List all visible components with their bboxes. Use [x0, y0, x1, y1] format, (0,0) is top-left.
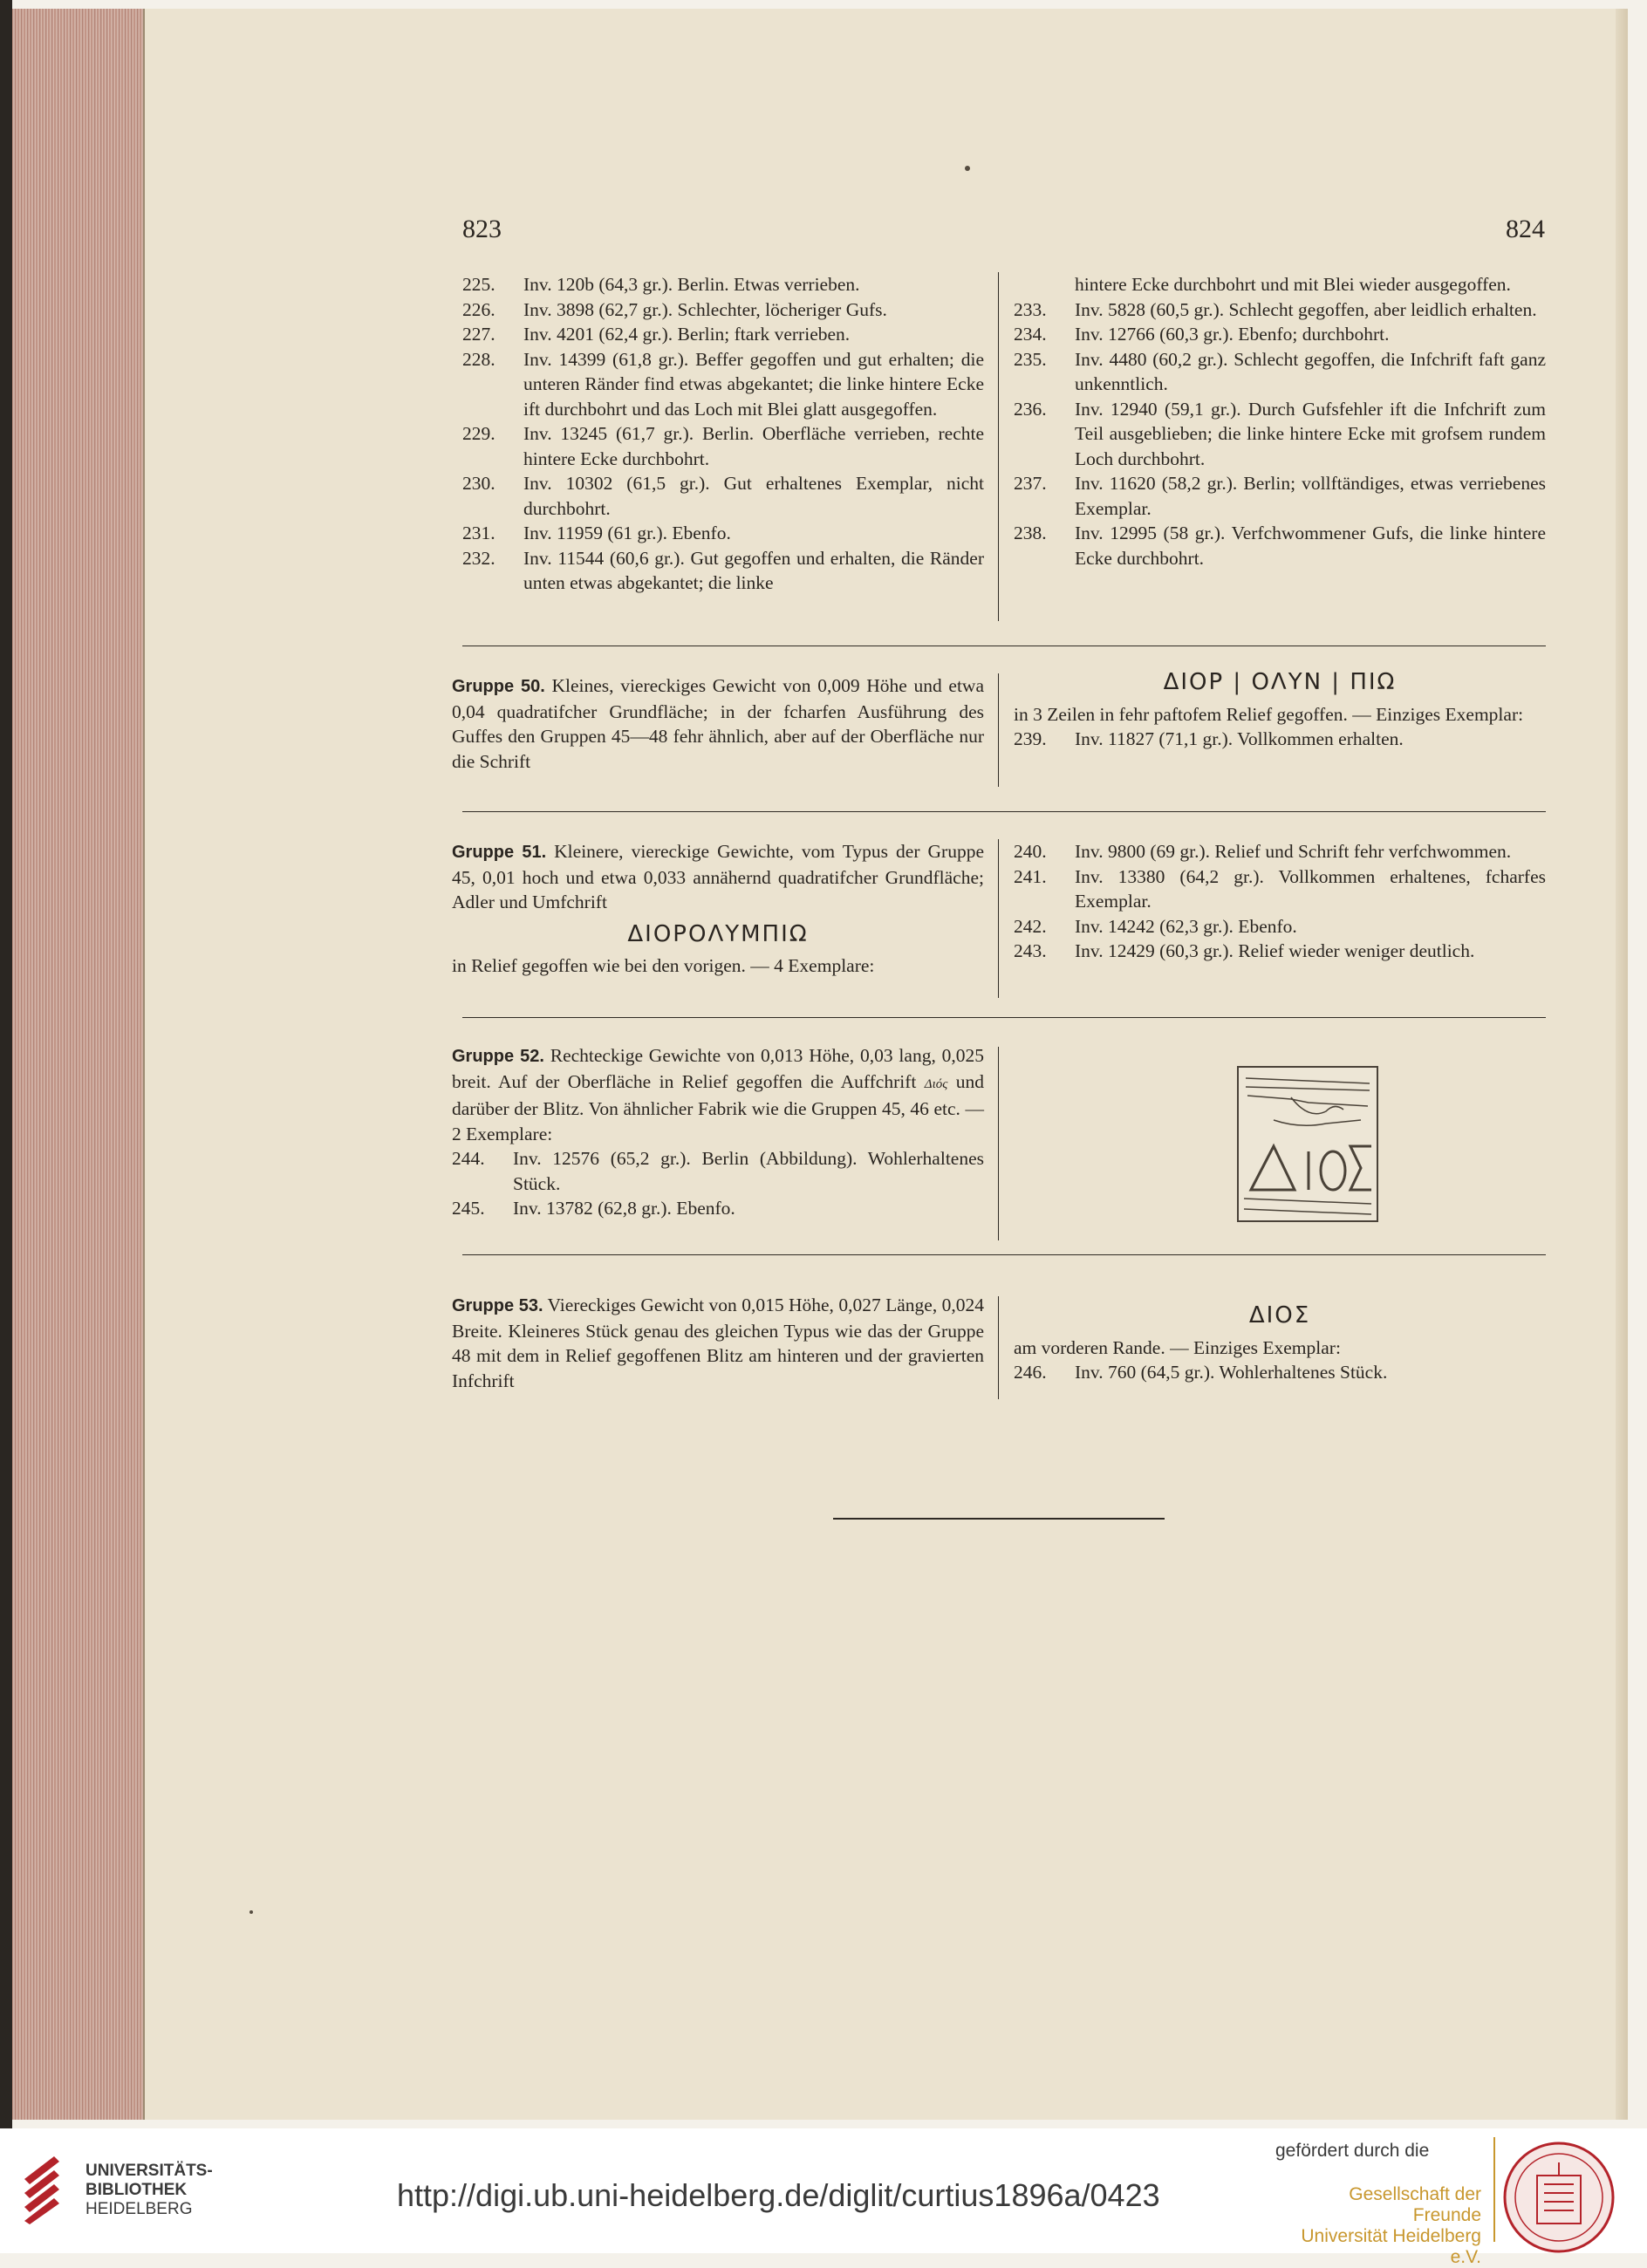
catalog-entry-continuation: hintere Ecke durchbohrt und mit Blei wieder ausgegoffen. [1075, 274, 1511, 295]
section-rule [462, 1254, 1546, 1255]
catalog-entry: 228. Inv. 14399 (61,8 gr.). Beffer gegoffen und gut erhalten; die unteren Ränder find etwas abgekantet; die linke hintere Ecke ift durchbohrt und das Loch mit Blei glatt ausgegoffen. [462, 348, 984, 420]
catalog-entry: 244. Inv. 12576 (65,2 gr.). Berlin (Abbildung). Wohlerhaltenes Stück. [452, 1148, 984, 1194]
catalog-entry: 245. Inv. 13782 (62,8 gr.). Ebenfo. [452, 1198, 735, 1219]
inline-greek: Διός [924, 1076, 948, 1091]
library-logo-icon [19, 2153, 80, 2224]
permalink-url[interactable]: http://digi.ub.uni-heidelberg.de/diglit/curtius1896a/0423 [397, 2177, 1160, 2213]
book-page-edges [12, 9, 146, 2120]
column-divider [998, 1296, 999, 1399]
section-rule [462, 811, 1546, 812]
scan-border [0, 0, 12, 2128]
group-heading: Gruppe 52. [452, 1047, 544, 1066]
catalog-entry: 239. Inv. 11827 (71,1 gr.). Vollkommen erhalten. [1014, 728, 1404, 749]
greek-inscription: ΔΙΟΡ | ΟΛΥΝ | ΠΙΩ [1163, 669, 1397, 695]
group-heading: Gruppe 51. [452, 843, 547, 862]
group-heading: Gruppe 53. [452, 1296, 543, 1315]
catalog-entry: 227. Inv. 4201 (62,4 gr.). Berlin; ftark verrieben. [462, 324, 851, 345]
sponsor-divider [1493, 2137, 1495, 2242]
sponsor-name: Gesellschaft der Freunde Universität Heidelberg e.V. [1301, 2184, 1481, 2267]
page-speck [965, 166, 970, 171]
catalog-entry: 246. Inv. 760 (64,5 gr.). Wohlerhaltenes Stück. [1014, 1362, 1388, 1383]
catalog-entry: 242. Inv. 14242 (62,3 gr.). Ebenfo. [1014, 915, 1297, 937]
catalog-entry: 234. Inv. 12766 (60,3 gr.). Ebenfo; durchbohrt. [1014, 324, 1390, 345]
digitization-footer [0, 2128, 1647, 2267]
weight-illustration [1237, 1066, 1378, 1222]
catalog-entry: 241. Inv. 13380 (64,2 gr.). Vollkommen erhaltenes, fcharfes Exemplar. [1014, 865, 1546, 912]
catalog-entry: 233. Inv. 5828 (60,5 gr.). Schlecht gegoffen, aber leidlich erhalten. [1014, 298, 1537, 320]
column-divider [998, 272, 999, 621]
column-divider [998, 839, 999, 998]
gruppe-53-right: ΔΙΟΣ am vorderen Rande. — Einziges Exemplar: 246. Inv. 760 (64,5 gr.). Wohlerhaltenes Stück. [1014, 1303, 1546, 1385]
gruppe-50-left: Gruppe 50. Kleines, viereckiges Gewicht von 0,009 Höhe und etwa 0,04 quadratifcher Grundfläche; in der fcharfen Ausführung des Guffes den Gruppen 45—48 fehr ähnlich, aber auf der Oberfläche nur die Schrift [452, 675, 985, 772]
gruppe-51-right [1014, 839, 1546, 964]
catalog-entry: 236. Inv. 12940 (59,1 gr.). Durch Gufsfehler ift die Infchrift zum Teil ausgeblieben; die linke hintere Ecke mit grofsem rundem Loch durchbohrt. [1014, 398, 1546, 469]
greek-inscription: ΔΙΟΡΟΛΥΜΠΙΩ [627, 920, 809, 947]
gruppe-53-left: Gruppe 53. Viereckiges Gewicht von 0,015 Höhe, 0,027 Länge, 0,024 Breite. Kleineres Stück genau des gleichen Typus wie das der Gruppe 48 mit dem in Relief gegoffenen Blitz am hinteren und der gravierten Infchrift [452, 1295, 984, 1391]
section1-left-column [462, 272, 984, 596]
catalog-entry: 238. Inv. 12995 (58 gr.). Verfchwommener Gufs, die linke hintere Ecke durchbohrt. [1014, 523, 1546, 569]
weight-drawing [1239, 1068, 1377, 1220]
figure-inscription: ΔΙΟΣ [1308, 1078, 1328, 1088]
catalog-entry: 243. Inv. 12429 (60,3 gr.). Relief wieder weniger deutlich. [1014, 940, 1475, 961]
end-rule [833, 1518, 1165, 1520]
catalog-entry: 225. Inv. 120b (64,3 gr.). Berlin. Etwas verrieben. [462, 274, 860, 295]
group-heading: Gruppe 50. [452, 677, 545, 696]
gruppe-52-left: Gruppe 52. Rechteckige Gewichte von 0,013 Höhe, 0,03 lang, 0,025 breit. Auf der Oberfläche in Relief gegoffen die Auffchrift Διός und darüber der Blitz. Von ähnlicher Fabrik wie die Gruppen 45, 46 etc. — 2 Exemplare: 244. Inv. 12576 (65,2 gr.). Berlin (Abbildung). Wohlerhaltenes Stück. 245. Inv. 13782 (62,8 gr.). Ebenfo. [452, 1043, 984, 1221]
sponsor-label: gefördert durch die [1275, 2141, 1430, 2161]
gruppe-51-left: Gruppe 51. Kleinere, viereckige Gewichte, vom Typus der Gruppe 45, 0,01 hoch und etwa 0,033 annähernd quadratifcher Grundfläche; Adler und Umfchrift ΔΙΟΡΟΛΥΜΠΙΩ in Relief gegoffen wie bei den vorigen. — 4 Exemplare: [452, 841, 984, 976]
page-number-left: 823 [462, 215, 502, 243]
column-divider [998, 673, 999, 787]
catalog-entry: 240. Inv. 9800 (69 gr.). Relief und Schrift fehr verfchwommen. [1014, 841, 1512, 862]
section1-right-column [1014, 272, 1546, 570]
gruppe-50-right: ΔΙΟΡ | ΟΛΥΝ | ΠΙΩ in 3 Zeilen in fehr paftofem Relief gegoffen. — Einziges Exemplar: 239. Inv. 11827 (71,1 gr.). Vollkommen erhalten. [1014, 670, 1546, 752]
page-number-right: 824 [1506, 215, 1545, 243]
catalog-entry: 237. Inv. 11620 (58,2 gr.). Berlin; vollftändiges, etwas verriebenes Exemplar. [1014, 473, 1546, 519]
catalog-entry: 232. Inv. 11544 (60,6 gr.). Gut gegoffen und erhalten, die Ränder unten etwas abgekantet; die linke [462, 547, 984, 593]
catalog-entry: 229. Inv. 13245 (61,7 gr.). Berlin. Oberfläche verrieben, rechte hintere Ecke durchbohrt. [462, 423, 984, 469]
catalog-entry: 235. Inv. 4480 (60,2 gr.). Schlecht gegoffen, die Infchrift faft ganz unkenntlich. [1014, 348, 1546, 394]
catalog-entry: 231. Inv. 11959 (61 gr.). Ebenfo. [462, 523, 731, 543]
column-divider [998, 1047, 999, 1240]
catalog-entry: 230. Inv. 10302 (61,5 gr.). Gut erhaltenes Exemplar, nicht durchbohrt. [462, 473, 984, 519]
greek-inscription: ΔΙΟΣ [1248, 1302, 1311, 1329]
library-name: UNIVERSITÄTS- BIBLIOTHEK HEIDELBERG [85, 2162, 213, 2218]
page-speck [249, 1910, 253, 1914]
catalog-entry: 226. Inv. 3898 (62,7 gr.). Schlechter, löcheriger Gufs. [462, 298, 887, 320]
section-rule [462, 1017, 1546, 1018]
university-seal-icon [1502, 2141, 1616, 2254]
page-shadow [1616, 9, 1628, 2120]
